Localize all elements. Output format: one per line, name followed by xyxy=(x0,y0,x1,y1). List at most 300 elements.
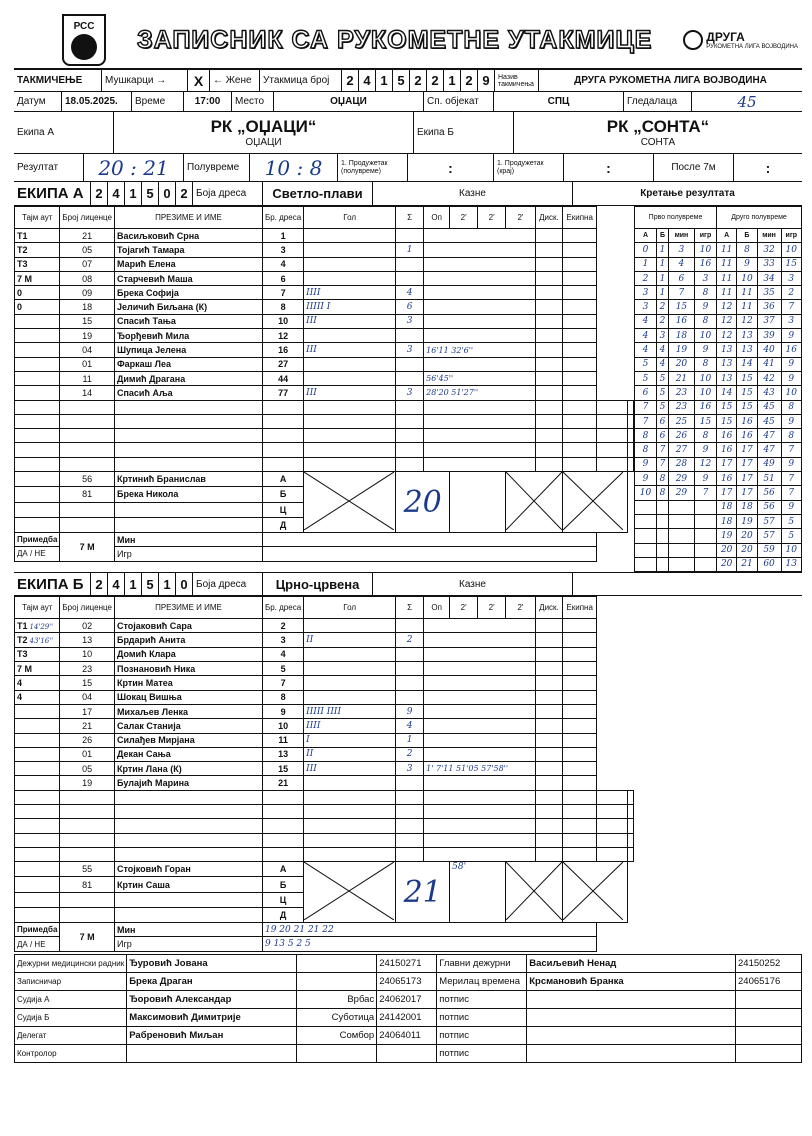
progress-cell: 16 xyxy=(694,257,716,271)
spectators-label: Гледалаца xyxy=(624,92,692,111)
empty-cell xyxy=(396,790,424,804)
empty-cell xyxy=(597,819,628,833)
progress-cell: 17 xyxy=(737,472,757,486)
footer-name: Брека Драган xyxy=(127,972,297,990)
venue-label: Сп. објекат xyxy=(424,92,494,111)
empty-row xyxy=(15,790,634,804)
progress-cell: 40 xyxy=(757,343,781,357)
goals-tally xyxy=(304,690,396,704)
official-license: 55 xyxy=(60,862,115,877)
goals-sum xyxy=(396,357,424,371)
progress-cell: 5 xyxy=(635,371,657,385)
empty-cell xyxy=(262,414,303,428)
progress-cell: 57 xyxy=(757,529,781,543)
progress-cell: 10 xyxy=(737,271,757,285)
official-role: А xyxy=(262,472,303,487)
col-header-warn: Оп xyxy=(424,597,450,619)
progress-cell: 17 xyxy=(737,457,757,471)
empty-row xyxy=(15,414,634,428)
team-a-penalties-label: Казне xyxy=(373,182,573,205)
footer-city: Врбас xyxy=(297,990,377,1008)
progress-cell xyxy=(694,543,716,557)
progress-cell: 8 xyxy=(737,243,757,257)
progress-row xyxy=(635,500,802,514)
comp-name-label: Назив такмичења xyxy=(495,70,539,91)
empty-cell xyxy=(114,457,262,471)
empty-cell xyxy=(424,400,536,414)
goals-sum xyxy=(396,619,424,633)
progress-cell: 29 xyxy=(668,486,694,500)
empty-cell xyxy=(396,400,424,414)
disq-cell xyxy=(535,300,562,314)
empty-cell xyxy=(396,457,424,471)
progress-cell: 16 xyxy=(737,414,757,428)
progress-cell: 2 xyxy=(781,286,801,300)
progress-cell: 19 xyxy=(737,514,757,528)
empty-cell xyxy=(535,790,562,804)
goals-tally: IIII xyxy=(304,719,396,733)
penalty-times xyxy=(424,329,536,343)
disq-cell xyxy=(535,371,562,385)
progress-cell: 11 xyxy=(737,286,757,300)
empty-cell xyxy=(60,833,115,847)
progress-cell: 9 xyxy=(694,300,716,314)
progress-cell xyxy=(657,543,669,557)
progress-cell: 3 xyxy=(694,271,716,285)
progress-row xyxy=(635,472,802,486)
empty-cell xyxy=(597,804,628,818)
official-blank xyxy=(15,862,60,877)
footer-role: Делегат xyxy=(15,1026,127,1044)
progress-cell: 8 xyxy=(781,429,801,443)
progress-col-pa: А xyxy=(635,229,657,243)
progress-row xyxy=(635,514,802,528)
team-penalty-cell xyxy=(563,619,597,633)
women-label: ← Жене xyxy=(210,70,260,91)
official-footer-row xyxy=(15,1008,802,1026)
progress-cell: 59 xyxy=(757,543,781,557)
progress-cell: 5 xyxy=(781,514,801,528)
men-mark: X xyxy=(188,70,210,91)
empty-cell xyxy=(60,443,115,457)
progress-cell: 15 xyxy=(737,386,757,400)
timeout-label: 4 xyxy=(17,677,23,688)
player-row xyxy=(15,662,634,676)
official-role: Ц xyxy=(262,502,303,517)
empty-row xyxy=(15,429,634,443)
col-header-team: Екипна xyxy=(563,207,597,229)
empty-cell xyxy=(396,414,424,428)
col-header-goal: Гол xyxy=(304,597,396,619)
progress-cell: 14 xyxy=(737,357,757,371)
footer-name: Максимовић Димитрије xyxy=(127,1008,297,1026)
place-value: ОЏАЦИ xyxy=(274,92,424,111)
progress-cell: 7 xyxy=(668,286,694,300)
progress-cell: 20 xyxy=(737,529,757,543)
player-name: Димић Драгана xyxy=(114,371,262,385)
penalty-times xyxy=(424,676,536,690)
empty-cell xyxy=(396,847,424,861)
team-b-code-digit: 2 xyxy=(91,573,108,595)
goals-sum: 2 xyxy=(396,633,424,647)
cross-mark xyxy=(304,862,394,920)
team-a-players-table xyxy=(14,206,634,562)
player-name: Брека Софија xyxy=(114,286,262,300)
empty-cell xyxy=(262,400,303,414)
col-header-name: ПРЕЗИМЕ И ИМЕ xyxy=(114,207,262,229)
player-name: Васиљковић Срна xyxy=(114,229,262,243)
footer-role: Дежурни медицински радник xyxy=(15,954,127,972)
footer-role: Судија Б xyxy=(15,1008,127,1026)
penalty-times xyxy=(424,719,536,733)
team-a-kit-label: Боја дреса xyxy=(193,182,263,205)
progress-col-pmin: мин xyxy=(668,229,694,243)
official-name xyxy=(114,907,262,922)
progress-cell: 8 xyxy=(694,314,716,328)
license-cell: 01 xyxy=(60,357,115,371)
team-penalty-cell xyxy=(563,733,597,747)
progress-row xyxy=(635,557,802,571)
progress-cell xyxy=(694,557,716,571)
timeout-label: 7 М xyxy=(17,273,33,284)
goals-sum xyxy=(396,229,424,243)
jersey-number: 11 xyxy=(262,733,303,747)
progress-cell: 39 xyxy=(757,329,781,343)
disq-cell xyxy=(535,243,562,257)
disq-cell xyxy=(535,733,562,747)
footer-license-2: 24150252 xyxy=(736,954,802,972)
penalty-cross-cell xyxy=(506,862,563,923)
progress-cell: 20 xyxy=(668,357,694,371)
progress-cell: 26 xyxy=(668,429,694,443)
empty-cell xyxy=(60,847,115,861)
progress-cell: 10 xyxy=(781,386,801,400)
empty-cell xyxy=(262,429,303,443)
license-cell: 15 xyxy=(60,676,115,690)
empty-cell xyxy=(304,443,396,457)
progress-row xyxy=(635,543,802,557)
progress-cell: 1 xyxy=(657,257,669,271)
after7-value: : xyxy=(765,159,771,176)
team-penalty-cell xyxy=(563,229,597,243)
player-name: Шокац Вишња xyxy=(114,690,262,704)
date-value: 18.05.2025. xyxy=(62,92,132,111)
progress-cell: 8 xyxy=(694,286,716,300)
player-name: Старчевић Маша xyxy=(114,271,262,285)
timeout-label: Т1 xyxy=(17,230,28,241)
goals-tally xyxy=(304,662,396,676)
half-label: Полувреме xyxy=(184,154,250,181)
progress-cell: 1 xyxy=(657,243,669,257)
penalty-times: 28'20 51'27'' xyxy=(424,386,536,400)
penalty-times xyxy=(424,300,536,314)
footer-license-2 xyxy=(736,1026,802,1044)
empty-cell xyxy=(60,819,115,833)
progress-cell: 1 xyxy=(657,286,669,300)
empty-cell xyxy=(424,429,536,443)
col-header-name: ПРЕЗИМЕ И ИМЕ xyxy=(114,597,262,619)
progress-cell: 34 xyxy=(757,271,781,285)
progress-cell: 8 xyxy=(635,443,657,457)
col-header-sum: Σ xyxy=(396,597,424,619)
empty-cell xyxy=(304,804,396,818)
license-cell: 05 xyxy=(60,243,115,257)
penalty-times xyxy=(424,357,536,371)
empty-cell xyxy=(15,790,60,804)
jersey-number: 4 xyxy=(262,257,303,271)
col-header-goal: Гол xyxy=(304,207,396,229)
progress-col-pa: А xyxy=(717,229,737,243)
yes-no: ДА / НЕ xyxy=(15,937,60,951)
official-footer-row xyxy=(15,1026,802,1044)
progress-cell: 18 xyxy=(737,500,757,514)
progress-row xyxy=(635,329,802,343)
empty-cell xyxy=(304,414,396,428)
timeout-cell xyxy=(15,747,60,761)
disq-cell xyxy=(535,747,562,761)
progress-cell: 6 xyxy=(668,271,694,285)
footer-city xyxy=(297,1044,377,1062)
disq-cell xyxy=(535,633,562,647)
official-role: Б xyxy=(262,877,303,892)
progress-cell: 12 xyxy=(694,457,716,471)
jersey-number: 8 xyxy=(262,690,303,704)
progress-cell: 18 xyxy=(717,514,737,528)
player-row xyxy=(15,229,634,243)
empty-cell xyxy=(60,790,115,804)
team-a-name: РК „ОЏАЦИ“ xyxy=(210,117,317,136)
empty-cell xyxy=(597,833,628,847)
progress-cell: 25 xyxy=(668,414,694,428)
handball-icon xyxy=(71,34,97,60)
empty-cell xyxy=(396,804,424,818)
competition-label: ТАКМИЧЕЊЕ xyxy=(14,70,102,91)
progress-row xyxy=(635,314,802,328)
cross-mark xyxy=(563,862,623,920)
progress-cell: 3 xyxy=(781,314,801,328)
team-penalty-cell xyxy=(563,329,597,343)
progress-cell: 16 xyxy=(668,314,694,328)
progress-cell: 0 xyxy=(635,243,657,257)
empty-cell xyxy=(262,804,303,818)
footer-license-2 xyxy=(736,990,802,1008)
progress-cell: 9 xyxy=(694,343,716,357)
second-half-label: Друго полувреме xyxy=(717,207,802,229)
empty-cell xyxy=(262,790,303,804)
player-row xyxy=(15,357,634,371)
empty-cell xyxy=(15,443,60,457)
team-a-kit: Светло-плави xyxy=(263,182,373,205)
progress-cell: 3 xyxy=(635,300,657,314)
place-label: Место xyxy=(232,92,274,111)
goals-tally xyxy=(304,257,396,271)
player-row xyxy=(15,386,634,400)
disq-cell xyxy=(535,314,562,328)
progress-cell: 7 xyxy=(781,472,801,486)
progress-cell: 56 xyxy=(757,500,781,514)
team-penalty-cell xyxy=(563,719,597,733)
penalty-times xyxy=(424,662,536,676)
timeout-label: 4 xyxy=(17,692,23,703)
player-row xyxy=(15,776,634,790)
goals-sum xyxy=(396,329,424,343)
team-a-header xyxy=(14,182,802,206)
progress-cell: 10 xyxy=(694,386,716,400)
jersey-number: 21 xyxy=(262,776,303,790)
team-penalty-cell xyxy=(563,300,597,314)
empty-cell xyxy=(15,847,60,861)
seven-m-label: 7 М xyxy=(60,533,115,562)
empty-cell xyxy=(15,457,60,471)
penalty-times: 16'11 32'6'' xyxy=(424,343,536,357)
progress-row xyxy=(635,243,802,257)
goals-sum: 9 xyxy=(396,704,424,718)
footer-role-2: потпис xyxy=(437,1008,527,1026)
progress-cell: 29 xyxy=(668,472,694,486)
timeout-cell xyxy=(15,647,60,661)
progress-row xyxy=(635,257,802,271)
team-b-code-digit: 5 xyxy=(142,573,159,595)
team-penalty-cell xyxy=(563,633,597,647)
empty-cell xyxy=(15,414,60,428)
progress-cell: 5 xyxy=(657,400,669,414)
team-penalty-cell xyxy=(563,357,597,371)
progress-cell: 15 xyxy=(668,300,694,314)
progress-cell: 49 xyxy=(757,457,781,471)
timeout-time: 43'16'' xyxy=(29,637,54,646)
team-penalty-cell xyxy=(563,647,597,661)
cross-mark xyxy=(304,472,394,530)
progress-cell xyxy=(657,514,669,528)
timeout-label: Т2 xyxy=(17,635,28,646)
empty-cell xyxy=(628,414,634,428)
empty-cell xyxy=(15,804,60,818)
goals-sum: 1 xyxy=(396,733,424,747)
player-name: Силађев Мирјана xyxy=(114,733,262,747)
progress-cell: 41 xyxy=(757,357,781,371)
goals-sum: 4 xyxy=(396,286,424,300)
player-name: Марић Елена xyxy=(114,257,262,271)
progress-cell: 17 xyxy=(717,457,737,471)
progress-cell: 15 xyxy=(737,400,757,414)
disq-cell xyxy=(535,676,562,690)
progress-table xyxy=(634,206,802,572)
team-a-code xyxy=(91,182,193,205)
player-name: Декан Сања xyxy=(114,747,262,761)
empty-cell xyxy=(535,833,562,847)
progress-cell: 16 xyxy=(781,343,801,357)
penalty-times xyxy=(424,619,536,633)
footer-name: Рабреновић Миљан xyxy=(127,1026,297,1044)
progress-cell: 9 xyxy=(694,443,716,457)
empty-cell xyxy=(597,414,628,428)
progress-cell: 10 xyxy=(635,486,657,500)
ot2-label: 1. Продужетак (крај) xyxy=(494,154,564,181)
goals-tally: IIIII IIII xyxy=(304,704,396,718)
empty-cell xyxy=(597,790,628,804)
empty-cell xyxy=(563,429,597,443)
empty-cell xyxy=(60,429,115,443)
team-penalty-cell xyxy=(563,286,597,300)
empty-cell xyxy=(628,819,634,833)
progress-cell: 57 xyxy=(757,514,781,528)
player-row xyxy=(15,762,634,776)
empty-cell xyxy=(628,833,634,847)
empty-cell xyxy=(563,847,597,861)
progress-cell: 7 xyxy=(781,486,801,500)
official-blank xyxy=(15,877,60,892)
comp-name: ДРУГА РУКОМЕТНА ЛИГА ВОЈВОДИНА xyxy=(574,75,767,86)
empty-cell xyxy=(563,443,597,457)
footer-license: 24150271 xyxy=(377,954,437,972)
license-cell: 15 xyxy=(60,314,115,328)
jersey-number: 1 xyxy=(262,229,303,243)
progress-cell: 4 xyxy=(635,343,657,357)
progress-cell: 10 xyxy=(781,543,801,557)
timeout-cell xyxy=(15,633,60,647)
jersey-number: 6 xyxy=(262,271,303,285)
team-penalty-cell xyxy=(563,314,597,328)
league-logo xyxy=(683,30,798,50)
player-row xyxy=(15,300,634,314)
match-number-digit: 2 xyxy=(427,70,444,91)
match-no-label: Утакмица број xyxy=(260,70,342,91)
progress-cell: 7 xyxy=(694,486,716,500)
progress-cell: 13 xyxy=(717,371,737,385)
empty-cell xyxy=(535,847,562,861)
goals-tally: I xyxy=(304,733,396,747)
progress-cell: 47 xyxy=(757,443,781,457)
spectators-value: 45 xyxy=(737,92,757,111)
progress-cell: 3 xyxy=(657,329,669,343)
penalty-times xyxy=(424,704,536,718)
player-name: Брдарић Анита xyxy=(114,633,262,647)
empty-cell xyxy=(304,429,396,443)
after7-label: После 7м xyxy=(654,154,734,181)
jersey-number: 77 xyxy=(262,386,303,400)
goals-sum xyxy=(396,371,424,385)
official-license xyxy=(60,907,115,922)
footer-name-2 xyxy=(527,1008,736,1026)
official-blank xyxy=(15,487,60,502)
col-header-no: Бр. дреса xyxy=(262,597,303,619)
team-penalty-cell xyxy=(563,676,597,690)
penalty-times xyxy=(424,733,536,747)
disq-cell xyxy=(535,719,562,733)
empty-cell xyxy=(563,819,597,833)
goals-sum: 6 xyxy=(396,300,424,314)
progress-cell: 9 xyxy=(781,329,801,343)
disq-cell xyxy=(535,704,562,718)
license-cell: 01 xyxy=(60,747,115,761)
license-cell: 10 xyxy=(60,647,115,661)
progress-cell: 8 xyxy=(635,429,657,443)
player-name: Јеличић Биљана (К) xyxy=(114,300,262,314)
empty-row xyxy=(15,400,634,414)
note-row xyxy=(15,533,634,547)
team-b-header xyxy=(14,572,802,596)
col-header-timeout: Тајм аут xyxy=(15,597,60,619)
player-row xyxy=(15,371,634,385)
goals-sum: 4 xyxy=(396,719,424,733)
jersey-number: 3 xyxy=(262,633,303,647)
player-name: Домић Клара xyxy=(114,647,262,661)
empty-cell xyxy=(597,400,628,414)
jersey-number: 10 xyxy=(262,719,303,733)
footer-name xyxy=(127,1044,297,1062)
progress-cell: 13 xyxy=(737,329,757,343)
empty-cell xyxy=(114,429,262,443)
